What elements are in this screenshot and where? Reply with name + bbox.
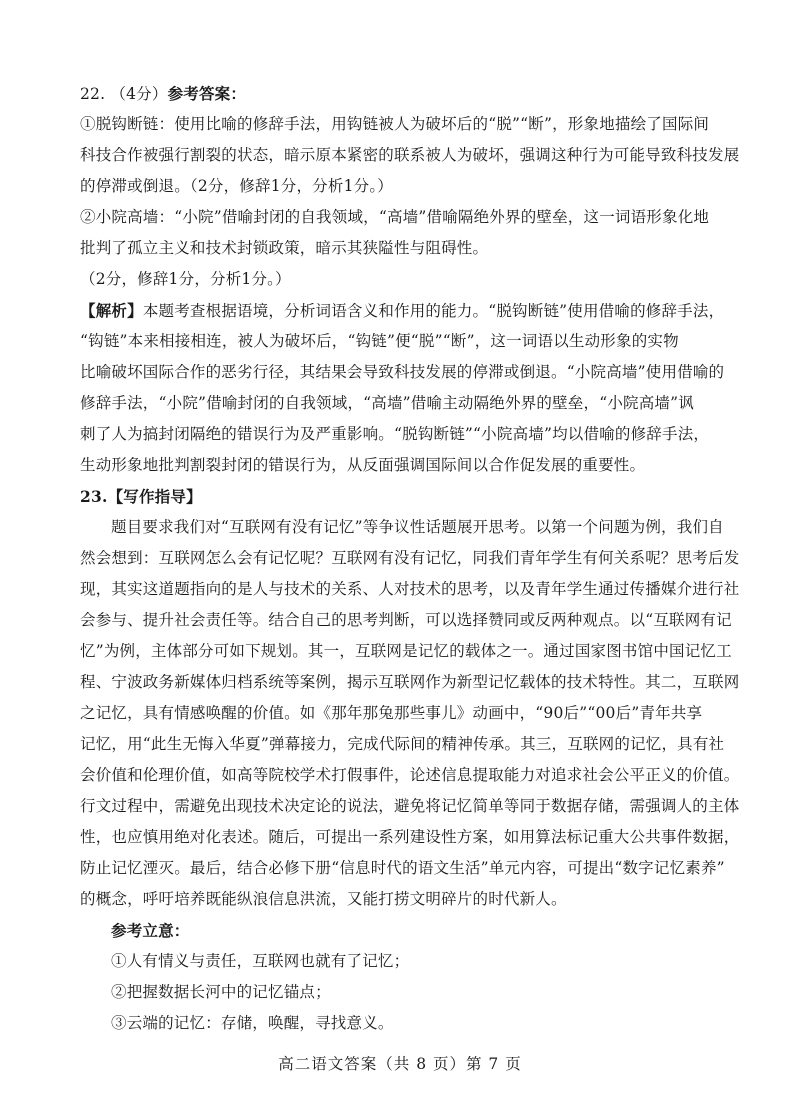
- reference-answer-heading: 参考答案：: [167, 84, 247, 103]
- analysis-line: [80, 295, 730, 326]
- guide-line: 题目要求我们对“互联网有没有记忆”等争议性话题展开思考。以第一个问题为例，我们自: [111, 518, 724, 536]
- guide-line: 的概念，呼吁培养既能纵浪信息洪流，又能打捞文明碎片的时代新人。: [80, 890, 567, 908]
- analysis-text: 本题考查根据语境，分析词语含义和作用的能力。“脱钩断链”使用借喻的修辞手法，: [142, 302, 725, 320]
- answer-line: ①脱钩断链：使用比喻的修辞手法，用钩链被人为破坏后的“脱”“断”，形象地描绘了国际间: [80, 115, 710, 133]
- idea-item: ①人有情义与责任，互联网也就有了记忆；: [111, 952, 410, 970]
- guide-line: 现，其实这道题指向的是人与技术的关系、人对技术的思考，以及青年学生通过传播媒介进行社: [80, 580, 740, 598]
- q23-heading: [80, 481, 730, 512]
- idea-item: ②把握数据长河中的记忆锚点；: [111, 983, 331, 1001]
- guide-line: 行文过程中，需避免出现技术决定论的说法，避免将记忆简单等同于数据存储，需强调人的主体: [80, 797, 740, 815]
- q22-heading: [80, 78, 730, 109]
- guide-line: 会价值和伦理价值，如高等院校学术打假事件，论述信息提取能力对追求社会公平正义的价值。: [80, 766, 740, 784]
- answer-line: 的停滞或倒退。（2分，修辞1分，分析1分。）: [80, 177, 393, 195]
- analysis-tag: 【解析】: [80, 301, 143, 320]
- guide-line: 性，也应慎用绝对化表述。随后，可提出一系列建设性方案，如用算法标记重大公共事件数据，: [80, 828, 740, 846]
- writing-guide-heading: 【写作指导】: [107, 487, 202, 506]
- idea-item: ③云端的记忆：存储，唤醒，寻找意义。: [111, 1014, 394, 1032]
- guide-line: 会参与、提升社会责任等。结合自己的思考判断，可以选择赞同或反两种观点。以“互联网有记: [80, 611, 732, 629]
- analysis-line: 比喻破坏国际合作的恶劣行径，其结果会导致科技发展的停滞或倒退。“小院高墙”使用借喻的: [80, 363, 725, 381]
- answer-line: ②小院高墙：“小院”借喻封闭的自我领域，“高墙”借喻隔绝外界的壁垒，这一词语形象化地: [80, 208, 710, 226]
- guide-line: 记忆，用“此生无悔入华夏”弹幕接力，完成代际间的精神传承。其三，互联网的记忆，具有社: [80, 735, 725, 753]
- page-footer: 高二语文答案（共 8 页）第 7 页: [278, 1055, 522, 1073]
- analysis-line: 刺了人为搞封闭隔绝的错误行为及严重影响。“脱钩断链”“小院高墙”均以借喻的修辞手法，: [80, 425, 710, 443]
- reference-ideas-heading: 参考立意：: [111, 921, 190, 940]
- guide-line: 防止记忆湮灭。最后，结合必修下册“信息时代的语文生活”单元内容，可提出“数字记忆素养”: [80, 859, 725, 877]
- answer-line: 科技合作被强行割裂的状态，暗示原本紧密的联系被人为破坏，强调这种行为可能导致科技发展: [80, 146, 740, 164]
- question-score: （4分）: [110, 85, 168, 103]
- question-number: 23.: [80, 487, 108, 506]
- answer-page: [80, 78, 740, 1039]
- analysis-line: 修辞手法，“小院”借喻封闭的自我领域，“高墙”借喻主动隔绝外界的壁垒，“小院高墙”讽: [80, 394, 694, 412]
- analysis-line: “钩链”本来相接相连，被人为破坏后，“钩链”便“脱”“断”，这一词语以生动形象的实物: [80, 332, 679, 350]
- answer-line: 批判了孤立主义和技术封锁政策，暗示其狭隘性与阻碍性。: [80, 239, 489, 257]
- guide-line: 之记忆，具有情感唤醒的价值。如《那年那兔那些事儿》动画中，“90后”“00后”青年共享: [80, 704, 703, 722]
- analysis-line: 生动形象地批判割裂封闭的错误行为，从反面强调国际间以合作促发展的重要性。: [80, 456, 646, 474]
- guide-line: 然会想到：互联网怎么会有记忆呢？互联网有没有记忆，同我们青年学生有何关系呢？思考后发: [80, 549, 740, 567]
- guide-line: 程、宁波政务新媒体归档系统等案例，揭示互联网作为新型记忆载体的技术特性。其二，互联网: [80, 673, 740, 691]
- guide-line: 忆”为例，主体部分可如下规划。其一，互联网是记忆的载体之一。通过国家图书馆中国记忆工: [80, 642, 732, 660]
- question-number: 22.: [80, 85, 106, 103]
- answer-line: （2分，修辞1分，分析1分。）: [80, 270, 291, 288]
